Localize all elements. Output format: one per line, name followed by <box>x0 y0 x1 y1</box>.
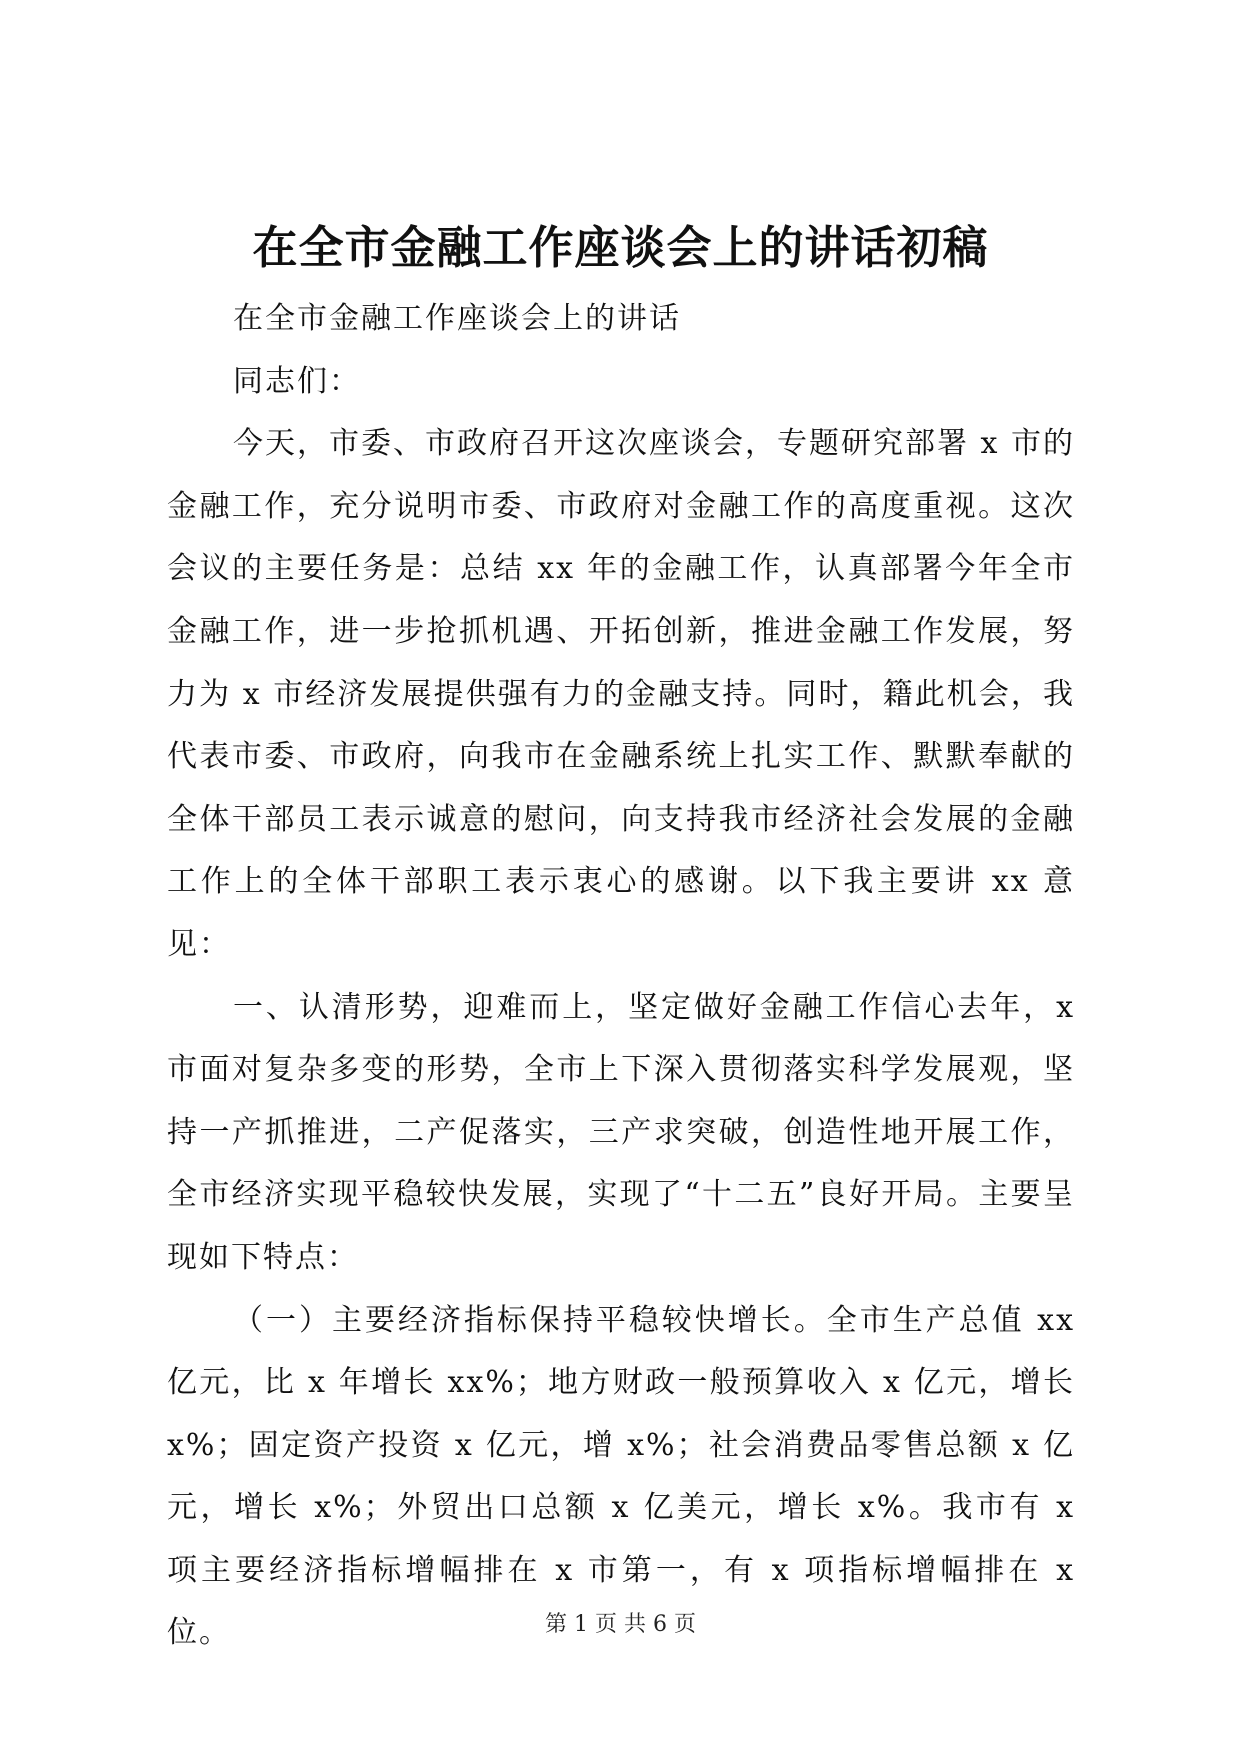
greeting-line: 同志们： <box>233 363 361 399</box>
document-title: 在全市金融工作座谈会上的讲话初稿 <box>252 221 989 274</box>
document-body <box>167 288 1075 1665</box>
document-subtitle: 在全市金融工作座谈会上的讲话 <box>233 301 681 336</box>
paragraph-opening: 今天，市委、市政府召开这次座谈会，专题研究部署 x 市的金融工作，充分说明市委、市政府对金融工作的高度重视。这次会议的主要任务是：总结 xx 年的金融工作，认真部署今年全市金融工作，进一步抢抓机遇、开拓创新，推进金融工作发展，努力为 x 市经济发展提供强有力的金融支持。同时，籍此机会，我代表市委、市政府，向我市在金融系统上扎实工作、默默奉献的全体干部员工表示诚意的慰问，向支持我市经济社会发展的金融工作上的全体干部职工表示衷心的感谢。以下我主要讲 xx 意见： <box>167 426 1075 962</box>
paragraph-subsection-one: （一）主要经济指标保持平稳较快增长。全市生产总值 xx 亿元，比 x 年增长 xx%；地方财政一般预算收入 x 亿元，增长 x%；固定资产投资 x 亿元，增 x%；社会消费品零售总额 x 亿元，增长 x%；外贸出口总额 x 亿美元，增长 x%。我市有 x 项主要经济指标增幅排在 x 市第一，有 x 项指标增幅排在 x 位。 <box>167 1302 1075 1651</box>
page-number-footer: 第 1 页 共 6 页 <box>545 1612 696 1637</box>
paragraph-section-one: 一、认清形势，迎难而上，坚定做好金融工作信心去年，x 市面对复杂多变的形势，全市上下深入贯彻落实科学发展观，坚持一产抓推进，二产促落实，三产求突破，创造性地开展工作，全市经济实现平稳较快发展，实现了“十二五”良好开局。主要呈现如下特点： <box>167 989 1075 1275</box>
